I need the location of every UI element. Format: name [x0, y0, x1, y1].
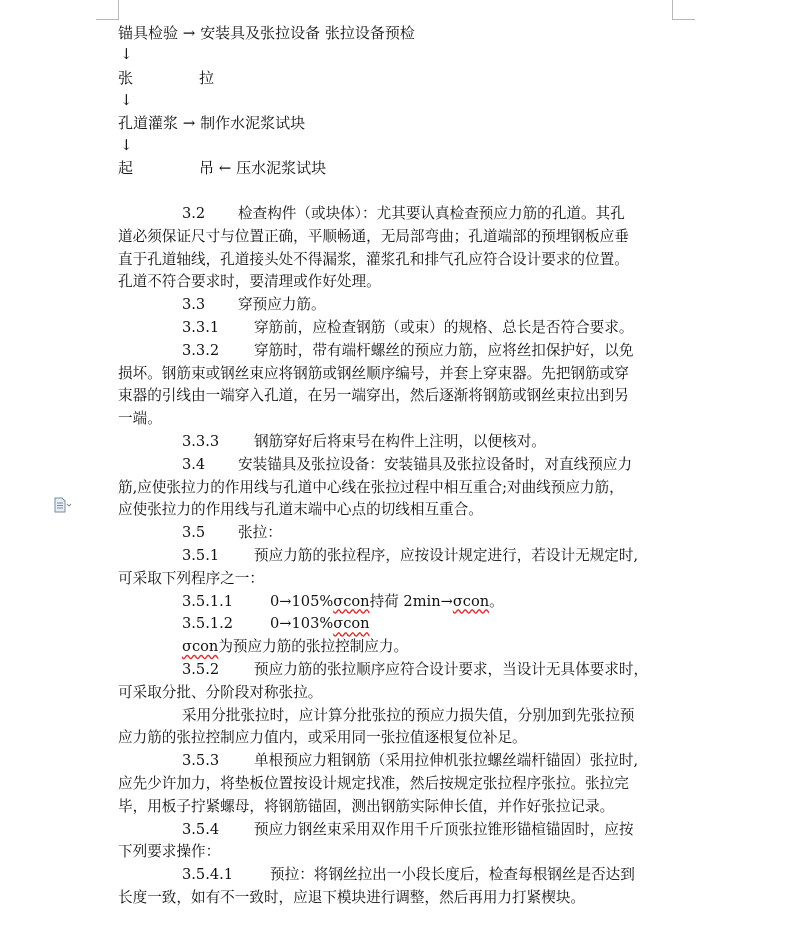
- document-icon[interactable]: [54, 497, 72, 513]
- flow-row-4: [118, 158, 326, 178]
- paragraph-line: [118, 317, 672, 340]
- down-arrow: ↓: [120, 45, 133, 63]
- sigma-con: σcon: [333, 615, 370, 633]
- paragraph-line: [118, 454, 672, 477]
- flow-row-3: 孔道灌浆 → 制作水泥浆试块: [118, 114, 306, 132]
- flow-step-tension: 张: [118, 69, 134, 87]
- paragraph-line: [118, 340, 672, 363]
- section-number: 3.3: [182, 296, 206, 314]
- sigma-con: σcon: [333, 592, 370, 610]
- text-run: 。: [489, 592, 504, 610]
- paragraph-line: [118, 431, 672, 454]
- text-run: 单根预应力粗钢筋（采用拉伸机张拉螺丝端杆锚固）张拉时,: [254, 752, 639, 770]
- paragraph-line: 采用分批张拉时，应计算分批张拉的预应力损失值，分别加到先张拉预: [182, 706, 635, 724]
- text-run: 穿筋前，应检查钢筋（或束）的规格、总长是否符合要求。: [254, 318, 634, 336]
- sigma-con: σcon: [182, 638, 219, 656]
- text-run: 为预应力筋的张拉控制应力。: [218, 638, 409, 656]
- text-run: 持荷 2min→: [369, 592, 453, 610]
- paragraph-line: 应先少许加力，将垫板位置按设计规定找准，然后按规定张拉程序张拉。张拉完: [118, 774, 629, 792]
- section-number: 3.5.4.1: [182, 866, 234, 884]
- down-arrow: ↓: [120, 91, 133, 109]
- paragraph-line: 道必须保证尺寸与位置正确，平顺畅通，无局部弯曲；孔道端部的预埋钢板应垂: [118, 227, 629, 245]
- section-number: 3.4: [182, 455, 206, 473]
- section-number: 3.5.4: [182, 820, 220, 838]
- text-run: 预拉：将钢丝拉出一小段长度后，检查每根钢丝是否达到: [270, 866, 635, 884]
- flow-step-lift: 起: [118, 159, 134, 177]
- section-number: 3.5.1: [182, 546, 220, 564]
- paragraph-line: 孔道不符合要求时，要清理或作好处理。: [118, 273, 381, 291]
- section-number: 3.3.2: [182, 341, 220, 359]
- paragraph-line: 筋,应使张拉力的作用线与孔道中心线在张拉过程中相互重合;对曲线预应力筋，: [118, 478, 624, 496]
- margin-corner-mark: [96, 0, 119, 20]
- text-run: 预应力钢丝束采用双作用千斤顶张拉锥形锚楦锚固时，应按: [254, 820, 634, 838]
- formula-line: [118, 613, 672, 636]
- paragraph-line: 束器的引线由一端穿入孔道，在另一端穿出，然后逐渐将钢筋或钢丝束拉出到另: [118, 387, 629, 405]
- section-number: 3.5: [182, 524, 206, 542]
- flow-step-tension-2: 拉: [199, 69, 215, 87]
- body-text: [118, 203, 672, 910]
- text-run: 预应力筋的张拉顺序应符合设计要求，当设计无具体要求时，: [254, 660, 649, 678]
- paragraph-line: 可采取分批、分阶段对称张拉。: [118, 683, 323, 701]
- section-number: 3.5.3: [182, 752, 220, 770]
- section-number: 3.3.3: [182, 432, 220, 450]
- margin-corner-mark: [672, 0, 695, 20]
- paragraph-line: 一端。: [118, 410, 162, 428]
- paragraph-line: [118, 203, 672, 226]
- down-arrow: ↓: [120, 136, 133, 154]
- section-number: 3.5.2: [182, 660, 220, 678]
- paragraph-line: 长度一致，如有不一致时，应退下模块进行调整，然后再用力打紧楔块。: [118, 888, 586, 906]
- flow-step-lift-2: 吊 ← 压水泥浆试块: [199, 159, 327, 177]
- flow-row-1: 锚具检验 → 安装具及张拉设备 张拉设备预检: [118, 24, 415, 42]
- section-number: 3.5.1.1: [182, 592, 234, 610]
- paragraph-line: [118, 636, 672, 659]
- paragraph-line: 下列要求操作：: [118, 843, 221, 861]
- text-run: 检查构件（或块体）：尤其要认真检查预应力筋的孔道。其孔: [238, 205, 625, 222]
- formula-line: [118, 591, 672, 614]
- text-run: 安装锚具及张拉设备：安装锚具及张拉设备时，对直线预应力: [238, 455, 633, 473]
- paragraph-line: 损坏。钢筋束或钢丝束应将钢筋或钢丝顺序编号，并套上穿束器。先把钢筋或穿: [118, 364, 629, 382]
- paragraph-line: 直于孔道轴线，孔道接头处不得漏浆，灌浆孔和排气孔应符合设计要求的位置。: [118, 250, 629, 268]
- flow-row-2: [118, 68, 214, 88]
- paragraph-line: [118, 294, 672, 317]
- paragraph-line: [118, 522, 672, 545]
- text-run: 张拉：: [238, 524, 282, 542]
- text-run: 穿预应力筋。: [238, 296, 326, 314]
- paragraph-line: 可采取下列程序之一：: [118, 569, 264, 587]
- text-run: 0→105%: [270, 592, 334, 610]
- paragraph-line: 应使张拉力的作用线与孔道末端中心点的切线相互重合。: [118, 501, 483, 519]
- paragraph-line: [118, 545, 672, 568]
- paragraph-line: [118, 864, 672, 887]
- section-number: 3.3.1: [182, 318, 220, 336]
- text-run: 钢筋穿好后将束号在构件上注明，以便核对。: [254, 432, 546, 450]
- text-run: 0→103%: [270, 615, 334, 633]
- paragraph-line: [118, 819, 672, 842]
- paragraph-line: 应力筋的张拉控制应力值内，或采用同一张拉值逐根复位补足。: [118, 729, 527, 747]
- sigma-con: σcon: [452, 592, 490, 610]
- section-number: 3.2: [182, 205, 206, 222]
- section-number: 3.5.1.2: [182, 615, 234, 633]
- text-run: 预应力筋的张拉程序，应按设计规定进行，若设计无规定时,: [254, 546, 639, 564]
- paragraph-line: [118, 659, 672, 682]
- paragraph-line: 毕，用板子拧紧螺母，将钢筋锚固，测出钢筋实际伸长值，并作好张拉记录。: [118, 797, 615, 815]
- paragraph-line: [118, 750, 672, 773]
- text-run: 穿筋时，带有端杆螺丝的预应力筋，应将丝扣保护好，以免: [254, 341, 634, 359]
